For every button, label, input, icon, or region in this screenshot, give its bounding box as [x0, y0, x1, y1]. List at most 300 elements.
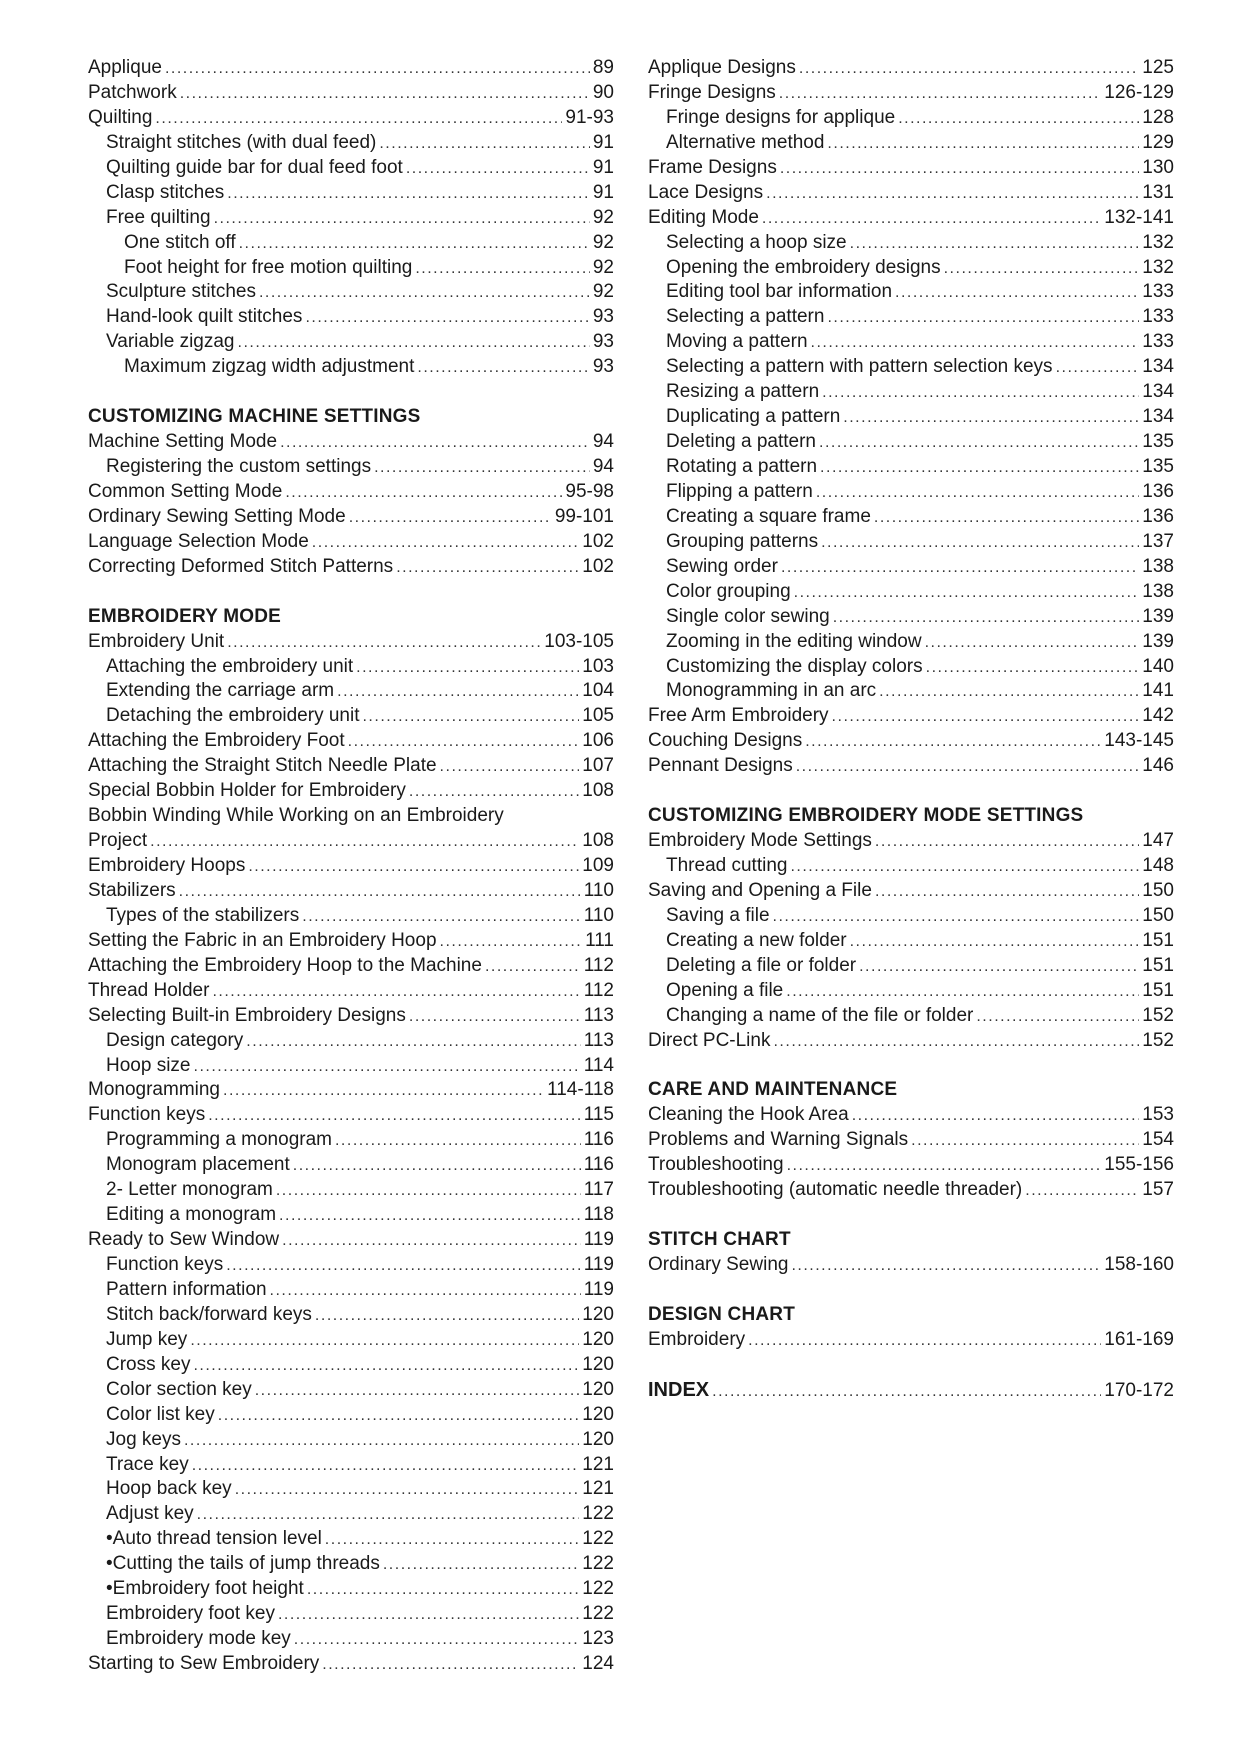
dot-leader [766, 182, 1139, 207]
dot-leader [374, 456, 590, 481]
toc-entry-grouping-patterns[interactable] [648, 530, 1174, 555]
toc-entry-label: Opening a file [666, 979, 784, 1001]
toc-entry-trace-key[interactable] [88, 1453, 614, 1478]
dot-leader [440, 930, 583, 955]
dot-leader [270, 1279, 581, 1304]
dot-leader [238, 331, 590, 356]
dot-leader [383, 1553, 579, 1578]
toc-entry-page-number: 116 [583, 1154, 614, 1176]
dot-leader [944, 257, 1140, 282]
toc-entry-monogram-placement[interactable] [88, 1153, 614, 1178]
toc-entry-selecting-a-pattern[interactable] [648, 305, 1174, 330]
dot-leader [879, 680, 1139, 705]
toc-entry-label: Hoop size [106, 1054, 191, 1076]
toc-entry-patchwork[interactable] [88, 81, 614, 106]
toc-left-column [88, 56, 614, 1677]
toc-entry-project[interactable] [88, 829, 614, 854]
toc-entry-page-number: 130 [1142, 156, 1174, 178]
dot-leader [150, 830, 579, 855]
dot-leader [293, 1154, 581, 1179]
toc-entry-color-grouping[interactable] [648, 580, 1174, 605]
toc-entry-label: Lace Designs [648, 181, 764, 203]
toc-entry-label: Selecting Built-in Embroidery Designs [88, 1004, 406, 1026]
toc-entry-page-number: 118 [583, 1204, 614, 1226]
toc-entry-saving-and-opening-a-file[interactable] [648, 879, 1174, 904]
dot-leader [790, 855, 1139, 880]
toc-entry-embroidery-mode-key[interactable] [88, 1627, 614, 1652]
toc-entry-index[interactable] [648, 1378, 1174, 1403]
toc-entry-editing-tool-bar-information[interactable] [648, 280, 1174, 305]
dot-leader [246, 1030, 580, 1055]
toc-entry-label: Saving a file [666, 904, 770, 926]
toc-entry-page-number: 91 [592, 131, 614, 153]
toc-entry-selecting-built-in-embroidery-designs[interactable] [88, 1004, 614, 1029]
toc-entry-sewing-order[interactable] [648, 555, 1174, 580]
toc-entry-label: Pennant Designs [648, 755, 793, 777]
toc-entry-label: Embroidery foot height [112, 1578, 304, 1600]
toc-entry-label: Deleting a file or folder [666, 954, 857, 976]
toc-entry-label: Frame Designs [648, 156, 777, 178]
toc-entry-quilting[interactable] [88, 106, 614, 131]
toc-right-column [648, 56, 1174, 1403]
toc-entry-page-number: 128 [1142, 106, 1174, 128]
dot-leader [235, 1478, 580, 1503]
toc-entry-page-number: 119 [583, 1278, 614, 1300]
toc-entry-page-number: 135 [1142, 431, 1174, 453]
dot-leader [819, 431, 1139, 456]
toc-entry-embroidery-hoops[interactable] [88, 854, 614, 879]
dot-leader [762, 207, 1101, 232]
section-heading-embroidery-mode: EMBROIDERY MODE [88, 605, 282, 627]
toc-entry-page-number: 133 [1142, 331, 1174, 353]
toc-entry-changing-a-name-of-the-file-or-folder[interactable] [648, 1004, 1174, 1029]
toc-entry-page-number: 153 [1142, 1104, 1174, 1126]
dot-leader [255, 1379, 580, 1404]
dot-leader [409, 780, 579, 805]
toc-entry-jog-keys[interactable] [88, 1428, 614, 1453]
toc-entry-page-number: 170-172 [1104, 1379, 1174, 1401]
toc-entry-cleaning-the-hook-area[interactable] [648, 1103, 1174, 1128]
dot-leader [822, 381, 1139, 406]
toc-entry-page-number: 119 [583, 1229, 614, 1251]
toc-entry-label: Creating a new folder [666, 929, 847, 951]
toc-entry-hoop-back-key[interactable] [88, 1477, 614, 1502]
toc-entry-alternative-method[interactable] [648, 131, 1174, 156]
toc-entry-lace-designs[interactable] [648, 181, 1174, 206]
dot-leader [827, 132, 1139, 157]
toc-entry-attaching-the-embroidery-foot[interactable] [88, 729, 614, 754]
toc-entry-foot-height-for-free-motion-quilting[interactable] [88, 256, 614, 281]
toc-entry-troubleshooting[interactable] [648, 1153, 1174, 1178]
toc-entry-opening-the-embroidery-designs[interactable] [648, 256, 1174, 281]
toc-entry-page-number: 136 [1142, 480, 1174, 502]
toc-entry-label: Trace key [106, 1453, 189, 1475]
toc-entry-page-number: 141 [1142, 680, 1174, 702]
dot-leader [348, 730, 580, 755]
toc-entry-deleting-a-pattern[interactable] [648, 430, 1174, 455]
toc-entry-label: Programming a monogram [106, 1129, 332, 1151]
dot-leader [197, 1503, 580, 1528]
toc-entry-selecting-a-pattern-with-pattern-selection-keys[interactable] [648, 355, 1174, 380]
dot-leader [349, 506, 552, 531]
toc-entry-embroidery-foot-key[interactable] [88, 1602, 614, 1627]
toc-entry-page-number: 134 [1142, 381, 1174, 403]
toc-entry-free-quilting[interactable] [88, 206, 614, 231]
toc-entry-page-number: 103-105 [544, 630, 614, 652]
dot-leader [227, 182, 590, 207]
dot-leader [337, 680, 579, 705]
toc-entry-label: Patchwork [88, 81, 177, 103]
toc-entry-function-keys[interactable] [88, 1253, 614, 1278]
toc-entry-page-number: 115 [583, 1104, 614, 1126]
toc-entry-page-number: 121 [582, 1453, 614, 1475]
toc-entry-page-number: 109 [582, 855, 614, 876]
toc-entry-page-number: 146 [1142, 755, 1174, 777]
dot-leader [278, 1603, 579, 1628]
toc-entry-label: Editing tool bar information [666, 281, 893, 303]
dot-leader [875, 880, 1139, 905]
toc-entry-page-number: 92 [592, 206, 614, 228]
toc-entry-label: Embroidery [648, 1328, 746, 1350]
toc-entry-label: Embroidery foot key [106, 1603, 275, 1625]
toc-entry-ordinary-sewing-setting-mode[interactable] [88, 505, 614, 530]
toc-entry-page-number: 91 [592, 181, 614, 203]
toc-entry-page-number: 121 [582, 1478, 614, 1500]
dot-leader [155, 107, 562, 132]
toc-entry-jump-key[interactable] [88, 1328, 614, 1353]
toc-entry-auto-thread-tension-level[interactable] [88, 1527, 614, 1552]
toc-entry-attaching-the-embroidery-unit[interactable] [88, 655, 614, 680]
toc-entry-types-of-the-stabilizers[interactable] [88, 904, 614, 929]
section-spacer [88, 580, 614, 605]
toc-entry-thread-cutting[interactable] [648, 854, 1174, 879]
toc-entry-creating-a-new-folder[interactable] [648, 929, 1174, 954]
toc-entry-registering-the-custom-settings[interactable] [88, 455, 614, 480]
toc-entry-color-section-key[interactable] [88, 1378, 614, 1403]
dot-leader [712, 1380, 1101, 1405]
toc-entry-label: Selecting a pattern with pattern selection keys [666, 356, 1053, 378]
toc-entry-label: Attaching the Embroidery Hoop to the Machine [88, 954, 482, 976]
dot-leader [911, 1129, 1139, 1154]
toc-entry-page-number: 91-93 [565, 106, 614, 128]
bullet-icon: • [106, 1578, 113, 1600]
toc-entry-page-number: 154 [1142, 1129, 1174, 1151]
toc-entry-color-list-key[interactable] [88, 1403, 614, 1428]
toc-entry-attaching-the-straight-stitch-needle-plate[interactable] [88, 754, 614, 779]
toc-entry-page-number: 107 [582, 755, 614, 777]
toc-entry-page-number: 120 [582, 1378, 614, 1400]
toc-entry-page-number: 89 [592, 57, 614, 78]
toc-entry-page-number: 122 [582, 1503, 614, 1525]
toc-entry-page-number: 120 [582, 1353, 614, 1375]
toc-entry-adjust-key[interactable] [88, 1502, 614, 1527]
toc-entry-common-setting-mode[interactable] [88, 480, 614, 505]
dot-leader [208, 1104, 580, 1129]
dot-leader [212, 980, 580, 1005]
toc-entry-label: Clasp stitches [106, 181, 225, 203]
toc-entry-correcting-deformed-stitch-patterns[interactable] [88, 555, 614, 580]
toc-entry-editing-a-monogram[interactable] [88, 1203, 614, 1228]
toc-entry-label: Monogramming in an arc [666, 680, 877, 702]
toc-entry-label: Hoop back key [106, 1478, 232, 1500]
dot-leader [180, 82, 590, 107]
toc-entry-page-number: 150 [1142, 879, 1174, 901]
toc-entry-page-number: 123 [582, 1628, 614, 1650]
toc-entry-page-number: 157 [1142, 1179, 1174, 1201]
toc-entry-maximum-zigzag-width-adjustment[interactable] [88, 355, 614, 380]
toc-entry-page-number: 112 [583, 954, 614, 976]
toc-entry-deleting-a-file-or-folder[interactable] [648, 954, 1174, 979]
toc-entry-label: Jog keys [106, 1428, 181, 1450]
dot-leader [302, 905, 580, 930]
toc-entry-one-stitch-off[interactable] [88, 231, 614, 256]
dot-leader [850, 232, 1140, 257]
toc-entry-duplicating-a-pattern[interactable] [648, 405, 1174, 430]
toc-entry-label: Embroidery Mode Settings [648, 830, 872, 852]
toc-entry-attaching-the-embroidery-hoop-to-the-machine[interactable] [88, 954, 614, 979]
section-heading-care-and-maintenance: CARE AND MAINTENANCE [648, 1079, 898, 1101]
toc-entry-label: Selecting a pattern [666, 306, 825, 328]
toc-entry-label: Types of the stabilizers [106, 904, 300, 926]
toc-entry-variable-zigzag[interactable] [88, 330, 614, 355]
section-heading-customizing-embroidery-mode-settings: CUSTOMIZING EMBROIDERY MODE SETTINGS [648, 805, 1084, 827]
dot-leader [874, 506, 1139, 531]
toc-entry-embroidery-foot-height[interactable] [88, 1577, 614, 1602]
toc-entry-label: Ordinary Sewing Setting Mode [88, 505, 346, 527]
toc-entry-label: Alternative method [666, 131, 825, 153]
toc-entry-label: Attaching the Embroidery Foot [88, 730, 345, 752]
dot-leader [811, 331, 1140, 356]
toc-entry-2-letter-monogram[interactable] [88, 1178, 614, 1203]
toc-entry-monogramming[interactable] [88, 1078, 614, 1103]
dot-leader [218, 1404, 580, 1429]
toc-entry-page-number: 139 [1142, 605, 1174, 627]
toc-entry-page-number: 92 [592, 256, 614, 278]
toc-entry-label: Problems and Warning Signals [648, 1129, 909, 1151]
toc-entry-label: Common Setting Mode [88, 480, 283, 502]
dot-leader [926, 656, 1140, 681]
toc-entry-fringe-designs[interactable] [648, 81, 1174, 106]
toc-entry-page-number: 94 [592, 456, 614, 477]
toc-entry-page-number: 140 [1142, 655, 1174, 677]
toc-entry-page-number: 134 [1142, 406, 1174, 428]
toc-entry-label: Troubleshooting (automatic needle threader) [648, 1179, 1023, 1201]
toc-entry-sculpture-stitches[interactable] [88, 280, 614, 305]
toc-entry-page-number: 158-160 [1104, 1254, 1174, 1275]
toc-entry-label: Starting to Sew Embroidery [88, 1653, 320, 1674]
toc-entry-label: Color section key [106, 1378, 252, 1400]
toc-entry-page-number: 102 [582, 530, 614, 552]
dot-leader [780, 157, 1139, 182]
toc-entry-hoop-size[interactable] [88, 1054, 614, 1079]
toc-entry-ready-to-sew-window[interactable] [88, 1228, 614, 1253]
toc-entry-thread-holder[interactable] [88, 979, 614, 1004]
toc-entry-label: Function keys [106, 1254, 224, 1275]
toc-entry-couching-designs[interactable] [648, 729, 1174, 754]
toc-entry-label: Cross key [106, 1353, 191, 1375]
toc-entry-editing-mode[interactable] [648, 206, 1174, 231]
toc-entry-label: Monogramming [88, 1079, 220, 1101]
toc-entry-clasp-stitches[interactable] [88, 181, 614, 206]
toc-entry-embroidery[interactable] [648, 1328, 1174, 1353]
toc-entry-quilting-guide-bar-for-dual-feed-foot[interactable] [88, 156, 614, 181]
toc-entry-flipping-a-pattern[interactable] [648, 480, 1174, 505]
toc-entry-monogramming-in-an-arc[interactable] [648, 679, 1174, 704]
toc-entry-page-number: 125 [1142, 57, 1174, 78]
toc-entry-direct-pc-link[interactable] [648, 1029, 1174, 1054]
toc-entry-pennant-designs[interactable] [648, 754, 1174, 779]
section-heading-design-chart: DESIGN CHART [648, 1303, 796, 1325]
toc-entry-embroidery-mode-settings[interactable] [648, 829, 1174, 854]
toc-entry-resizing-a-pattern[interactable] [648, 380, 1174, 405]
toc-entry-label: Editing Mode [648, 206, 759, 228]
dot-leader [485, 955, 581, 980]
toc-entry-cutting-the-tails-of-jump-threads[interactable] [88, 1552, 614, 1577]
toc-entry-label: Fringe designs for applique [666, 106, 896, 128]
toc-entry-label: Sewing order [666, 555, 778, 577]
dot-leader [816, 481, 1139, 506]
toc-entry-label: Variable zigzag [106, 331, 235, 353]
toc-entry-moving-a-pattern[interactable] [648, 330, 1174, 355]
dot-leader [356, 656, 579, 681]
toc-entry-problems-and-warning-signals[interactable] [648, 1128, 1174, 1153]
toc-entry-page-number: 119 [583, 1254, 614, 1275]
toc-entry-frame-designs[interactable] [648, 156, 1174, 181]
toc-entry-label: Applique [88, 57, 162, 78]
toc-entry-page-number: 106 [582, 730, 614, 752]
toc-entry-stitch-back-forward-keys[interactable] [88, 1303, 614, 1328]
toc-entry-pattern-information[interactable] [88, 1278, 614, 1303]
toc-entry-ordinary-sewing[interactable] [648, 1253, 1174, 1278]
toc-entry-page-number: 132-141 [1104, 206, 1174, 228]
toc-entry-fringe-designs-for-applique[interactable] [648, 106, 1174, 131]
toc-entry-page-number: 150 [1142, 904, 1174, 926]
toc-entry-label: Deleting a pattern [666, 431, 816, 453]
dot-leader [875, 830, 1139, 855]
toc-entry-language-selection-mode[interactable] [88, 530, 614, 555]
toc-entry-label: Function keys [88, 1104, 206, 1126]
section-heading-customizing-machine-settings: CUSTOMIZING MACHINE SETTINGS [88, 406, 421, 428]
toc-entry-applique[interactable] [88, 56, 614, 81]
toc-entry-label: Thread Holder [88, 979, 210, 1001]
dot-leader [325, 1528, 580, 1553]
toc-entry-label: Cutting the tails of jump threads [112, 1553, 380, 1575]
toc-entry-extending-the-carriage-arm[interactable] [88, 679, 614, 704]
dot-leader [165, 57, 590, 82]
toc-entry-page-number: 113 [583, 1029, 614, 1051]
toc-entry-page-number: 99-101 [554, 505, 614, 527]
toc-entry-page-number: 113 [583, 1004, 614, 1026]
dot-leader [379, 132, 590, 157]
toc-entry-zooming-in-the-editing-window[interactable] [648, 630, 1174, 655]
toc-entry-page-number: 94 [592, 431, 614, 453]
dot-leader [415, 257, 590, 282]
section-spacer [648, 1353, 1174, 1378]
toc-entry-page-number: 105 [582, 705, 614, 727]
toc-entry-label: Project [88, 830, 148, 852]
dot-leader [805, 730, 1101, 755]
dot-leader [259, 281, 590, 306]
section-spacer [648, 1054, 1174, 1079]
dot-leader [214, 207, 590, 232]
toc-entry-machine-setting-mode[interactable] [88, 430, 614, 455]
toc-entry-applique-designs[interactable] [648, 56, 1174, 81]
toc-entry-label: Stabilizers [88, 879, 176, 901]
toc-entry-single-color-sewing[interactable] [648, 605, 1174, 630]
toc-entry-label: Ready to Sew Window [88, 1229, 280, 1251]
toc-entry-page-number: 93 [592, 356, 614, 378]
toc-entry-label: INDEX [648, 1378, 710, 1401]
dot-leader [193, 1354, 579, 1379]
toc-entry-cross-key[interactable] [88, 1353, 614, 1378]
toc-entry-creating-a-square-frame[interactable] [648, 505, 1174, 530]
toc-entry-rotating-a-pattern[interactable] [648, 455, 1174, 480]
bullet-icon: • [106, 1528, 113, 1550]
toc-entry-page-number: 122 [582, 1578, 614, 1600]
toc-entry-page-number: 136 [1142, 505, 1174, 527]
toc-entry-saving-a-file[interactable] [648, 904, 1174, 929]
toc-entry-label: Free quilting [106, 206, 211, 228]
toc-entry-troubleshooting-automatic-needle-threader[interactable] [648, 1178, 1174, 1203]
toc-entry-label: Foot height for free motion quilting [124, 256, 413, 278]
toc-entry-free-arm-embroidery[interactable] [648, 704, 1174, 729]
toc-entry-label: Saving and Opening a File [648, 879, 872, 901]
dot-leader [773, 905, 1140, 930]
toc-entry-bobbin-winding-while-working-on-an-embroidery[interactable] [88, 804, 614, 829]
toc-entry-page-number: 142 [1142, 705, 1174, 727]
dot-leader [898, 107, 1139, 132]
toc-entry-customizing-the-display-colors[interactable] [648, 655, 1174, 680]
toc-entry-page-number: 132 [1142, 256, 1174, 278]
toc-entry-label: One stitch off [124, 231, 236, 253]
toc-entry-special-bobbin-holder-for-embroidery[interactable] [88, 779, 614, 804]
toc-entry-selecting-a-hoop-size[interactable] [648, 231, 1174, 256]
toc-entry-label: Thread cutting [666, 855, 788, 876]
toc-entry-page-number: 135 [1142, 456, 1174, 477]
toc-entry-page-number: 151 [1142, 979, 1174, 1001]
toc-entry-design-category[interactable] [88, 1029, 614, 1054]
toc-entry-starting-to-sew-embroidery[interactable] [88, 1652, 614, 1677]
toc-entry-label: Free Arm Embroidery [648, 705, 829, 727]
toc-entry-label: Color list key [106, 1403, 215, 1425]
toc-entry-label: Editing a monogram [106, 1204, 277, 1226]
toc-entry-label: Correcting Deformed Stitch Patterns [88, 555, 394, 577]
toc-entry-programming-a-monogram[interactable] [88, 1128, 614, 1153]
toc-entry-label: Design category [106, 1029, 244, 1051]
toc-entry-embroidery-unit[interactable] [88, 630, 614, 655]
dot-leader [312, 531, 580, 556]
toc-entry-setting-the-fabric-in-an-embroidery-hoop[interactable] [88, 929, 614, 954]
toc-entry-page-number: 120 [582, 1428, 614, 1450]
dot-leader [925, 631, 1140, 656]
dot-leader [796, 755, 1140, 780]
toc-entry-opening-a-file[interactable] [648, 979, 1174, 1004]
toc-entry-page-number: 133 [1142, 306, 1174, 328]
toc-entry-page-number: 143-145 [1104, 730, 1174, 752]
dot-leader [282, 1229, 581, 1254]
toc-entry-straight-stitches-with-dual-feed[interactable] [88, 131, 614, 156]
dot-leader [305, 306, 589, 331]
toc-entry-label: Monogram placement [106, 1154, 290, 1176]
toc-entry-label: Zooming in the editing window [666, 630, 922, 652]
toc-entry-label: Straight stitches (with dual feed) [106, 131, 377, 153]
dot-leader [276, 1179, 581, 1204]
toc-entry-hand-look-quilt-stitches[interactable] [88, 305, 614, 330]
toc-entry-label: Resizing a pattern [666, 381, 820, 403]
toc-entry-function-keys[interactable] [88, 1103, 614, 1128]
toc-entry-stabilizers[interactable] [88, 879, 614, 904]
toc-entry-detaching-the-embroidery-unit[interactable] [88, 704, 614, 729]
